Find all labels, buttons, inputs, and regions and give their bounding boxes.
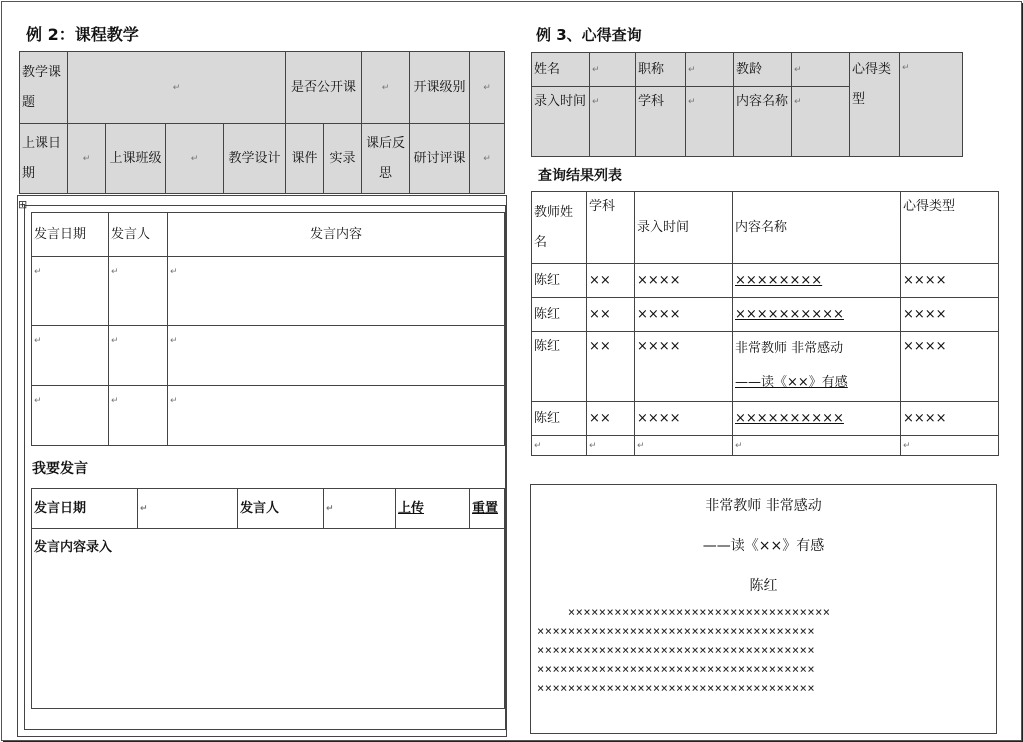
- results-header-content: 内容名称: [733, 192, 901, 264]
- query-content-label: 内容名称: [736, 94, 789, 109]
- empty-cell: ↵: [532, 436, 587, 456]
- query-time-input[interactable]: ↵: [590, 87, 636, 157]
- date-input-cell[interactable]: ↵: [68, 124, 106, 194]
- speech-row-content[interactable]: ↵: [168, 386, 505, 446]
- query-type-input[interactable]: ↵: [900, 53, 963, 157]
- example3-title: 例 3、心得查询: [536, 26, 642, 44]
- result-time: ××××: [635, 402, 733, 436]
- class-input-cell[interactable]: ↵: [166, 124, 224, 194]
- topic-input-cell[interactable]: ↵: [68, 52, 286, 124]
- results-title: 查询结果列表: [538, 168, 622, 184]
- query-form-table: [531, 52, 963, 157]
- speech-row-content[interactable]: ↵: [168, 326, 505, 386]
- design-label: 教学设计: [228, 150, 281, 166]
- example2-title: 例 2：课程教学: [26, 25, 139, 44]
- result-content-link[interactable]: [733, 332, 901, 402]
- review-input-cell[interactable]: ↵: [470, 124, 505, 194]
- speech-row-speaker[interactable]: ↵: [109, 257, 168, 326]
- speech-row-content[interactable]: ↵: [168, 257, 505, 326]
- result-subject: ××: [587, 402, 635, 436]
- my-speech-date-input[interactable]: ↵: [138, 489, 238, 529]
- class-label: 上课班级: [109, 150, 162, 166]
- query-title-label: 职称: [636, 53, 686, 87]
- result-content-line1: 非常教师 非常感动: [735, 341, 844, 356]
- result-subject: ××: [587, 298, 635, 332]
- table-row: [532, 436, 999, 456]
- public-label-cell: [286, 52, 362, 124]
- results-header-time: 录入时间: [635, 192, 733, 264]
- courseware-cell[interactable]: [286, 124, 324, 194]
- date-label-cell: [20, 124, 68, 194]
- level-label: 开课级别: [413, 79, 466, 95]
- result-type: ××××: [901, 402, 999, 436]
- detail-body-line: ××××××××××××××××××××××××××××××××××××: [537, 681, 816, 695]
- reset-button[interactable]: [470, 489, 505, 529]
- result-type: ××××: [901, 264, 999, 298]
- query-type-label-cell: [850, 53, 900, 157]
- table-row[interactable]: [532, 264, 999, 298]
- detail-body-line: ××××××××××××××××××××××××××××××××××××: [537, 624, 816, 638]
- upload-button[interactable]: [396, 489, 470, 529]
- result-time: ××××: [635, 298, 733, 332]
- class-label-cell: [106, 124, 166, 194]
- result-teacher: 陈红: [532, 402, 587, 436]
- results-table: [531, 191, 999, 456]
- topic-label-cell: [20, 52, 68, 124]
- query-name-input[interactable]: ↵: [590, 53, 636, 87]
- result-time: ××××: [635, 264, 733, 298]
- result-subject: ××: [587, 264, 635, 298]
- detail-author: 陈红: [749, 578, 778, 594]
- query-title-input[interactable]: ↵: [686, 53, 734, 87]
- upload-button-label: 上传: [398, 500, 425, 516]
- my-speech-title: 我要发言: [32, 461, 88, 477]
- query-content-input[interactable]: ↵: [792, 87, 850, 157]
- speech-row-date[interactable]: ↵: [32, 257, 109, 326]
- record-cell[interactable]: [324, 124, 362, 194]
- result-type: ××××: [901, 332, 999, 402]
- query-content-label-cell: [734, 87, 792, 157]
- course-info-table: [19, 51, 505, 194]
- detail-panel: [530, 484, 997, 734]
- my-speech-speaker-label: 发言人: [238, 489, 324, 529]
- detail-title-line1: 非常教师 非常感动: [705, 498, 822, 514]
- result-subject: ××: [587, 332, 635, 402]
- detail-body-line: ××××××××××××××××××××××××××××××××××: [537, 605, 831, 619]
- table-move-handle-icon[interactable]: ⊞: [18, 198, 28, 211]
- level-input-cell[interactable]: ↵: [470, 52, 505, 124]
- detail-body-line: ××××××××××××××××××××××××××××××××××××: [537, 662, 816, 676]
- courseware-label: 课件: [291, 150, 318, 166]
- results-header-type: 心得类型: [901, 192, 999, 264]
- result-teacher: 陈红: [532, 332, 587, 402]
- my-speech-speaker-input[interactable]: ↵: [324, 489, 396, 529]
- speech-header-content: 发言内容: [168, 213, 505, 257]
- record-label: 实录: [329, 150, 356, 166]
- result-teacher: 陈红: [532, 264, 587, 298]
- table-row[interactable]: [532, 402, 999, 436]
- speech-table: [31, 212, 505, 446]
- detail-title-line2: ——读《××》有感: [702, 538, 825, 554]
- reflection-label: 课后反思: [366, 135, 406, 181]
- empty-cell: ↵: [901, 436, 999, 456]
- my-speech-content-area[interactable]: [32, 529, 505, 709]
- detail-body-line: ××××××××××××××××××××××××××××××××××××: [537, 643, 816, 657]
- speech-row-speaker[interactable]: ↵: [109, 386, 168, 446]
- speech-header-speaker: 发言人: [109, 213, 168, 257]
- my-speech-form: [31, 488, 505, 709]
- result-type: ××××: [901, 298, 999, 332]
- result-content-link[interactable]: [733, 264, 901, 298]
- query-time-label: 录入时间: [534, 94, 587, 109]
- query-age-input[interactable]: ↵: [792, 53, 850, 87]
- speech-header-date: 发言日期: [32, 213, 109, 257]
- table-row[interactable]: [532, 298, 999, 332]
- results-header-teacher: 教师姓名: [532, 192, 587, 264]
- reflection-cell[interactable]: [362, 124, 410, 194]
- query-type-label: 心得类型: [852, 62, 892, 107]
- query-subject-input[interactable]: ↵: [686, 87, 734, 157]
- query-time-label-cell: [532, 87, 590, 157]
- review-cell[interactable]: [410, 124, 470, 194]
- empty-cell: ↵: [587, 436, 635, 456]
- topic-label: 教学课题: [22, 64, 62, 110]
- query-subject-label: 学科: [636, 87, 686, 157]
- reset-button-label: 重置: [472, 500, 499, 516]
- design-cell[interactable]: [224, 124, 286, 194]
- my-speech-content-label: 发言内容录入: [34, 540, 113, 555]
- empty-cell: ↵: [733, 436, 901, 456]
- result-content-text: ××××××××: [735, 272, 823, 288]
- empty-cell: ↵: [635, 436, 733, 456]
- result-time: ××××: [635, 332, 733, 402]
- detail-body: [537, 603, 992, 698]
- speech-row-date[interactable]: ↵: [32, 386, 109, 446]
- public-input-cell[interactable]: ↵: [362, 52, 410, 124]
- speech-row-date[interactable]: ↵: [32, 326, 109, 386]
- results-header-subject: 学科: [587, 192, 635, 264]
- result-content-line2: ——读《××》有感: [735, 375, 848, 390]
- my-speech-date-label: 发言日期: [32, 489, 138, 529]
- result-teacher: 陈红: [532, 298, 587, 332]
- speech-row-speaker[interactable]: ↵: [109, 326, 168, 386]
- query-name-label: 姓名: [532, 53, 590, 87]
- table-row[interactable]: [532, 332, 999, 402]
- date-label: 上课日期: [22, 135, 62, 181]
- result-content-text: ××××××××××: [735, 306, 844, 322]
- public-label: 是否公开课: [291, 79, 357, 95]
- level-label-cell: [410, 52, 470, 124]
- result-content-link[interactable]: [733, 402, 901, 436]
- query-age-label: 教龄: [734, 53, 792, 87]
- result-content-text: ××××××××××: [735, 410, 844, 426]
- result-content-link[interactable]: [733, 298, 901, 332]
- review-label: 研讨评课: [413, 150, 466, 166]
